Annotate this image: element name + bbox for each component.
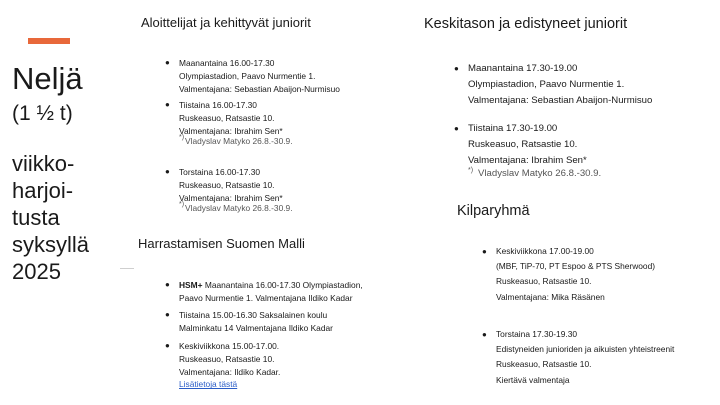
schedule-coach: Valmentajana: Sebastian Abaijon-Nurmisuo (468, 94, 653, 106)
title-word: viikko- (12, 151, 75, 176)
bullet-icon: ● (454, 124, 459, 133)
schedule-day: Tiistaina 17.30-19.00 (468, 123, 558, 134)
title-word: tusta (12, 205, 60, 230)
schedule-day: Torstaina 16.00-17.30 (179, 167, 261, 177)
schedule-coach: Valmentajana: Sebastian Abaijon-Nurmisuo (179, 83, 340, 94)
schedule-place: Paavo Nurmentie 1. Valmentajana Ildiko Kadar (179, 292, 353, 303)
schedule-place: Ruskeasuo, Ratsastie 10. (179, 112, 275, 123)
bullet-icon: ● (165, 100, 170, 109)
left-title-panel (12, 62, 132, 285)
schedule-item (482, 327, 675, 388)
schedule-item (165, 279, 363, 305)
duration: (1 ½ t) (12, 102, 73, 125)
bullet-icon: ● (482, 247, 487, 256)
bullet-icon: ● (165, 58, 170, 67)
section-heading-competition: Kilparyhmä (457, 203, 530, 219)
schedule-item (454, 121, 602, 182)
schedule-coach: Valmentajana: Ildiko Kadar. (179, 366, 281, 377)
schedule-day: Torstaina 17.30-19.30 (496, 329, 578, 339)
schedule-coach: Valmentajana: Ibrahim Sen* (468, 154, 587, 166)
schedule-place: Olympiastadion, Paavo Nurmentie 1. (179, 70, 316, 81)
schedule-item (165, 57, 340, 95)
schedule-day: Keskiviikkona 15.00-17.00. (179, 341, 280, 351)
schedule-coach: Valmentajana: Mika Räsänen (496, 291, 605, 302)
schedule-clubs: (MBF, TiP-70, PT Espoo & PTS Sherwood) (496, 261, 656, 272)
more-info-link[interactable]: Lisätietoja tästä (179, 379, 238, 390)
schedule-item (482, 244, 656, 305)
bullet-icon: ● (165, 310, 170, 319)
schedule-item (165, 99, 293, 148)
footnote: *) Vladyslav Matyko 26.8.-30.9. (179, 134, 293, 147)
bullet-icon: ● (454, 64, 459, 73)
schedule-coach: Kiertävä valmentaja (496, 374, 570, 385)
schedule-item (165, 340, 281, 391)
schedule-place: Olympiastadion, Paavo Nurmentie 1. (468, 78, 625, 90)
schedule-place: Ruskeasuo, Ratsastie 10. (496, 276, 592, 287)
accent-bar (28, 38, 70, 44)
bullet-icon: ● (165, 167, 170, 176)
title-word: harjoi- (12, 178, 74, 203)
schedule-day: Tiistaina 16.00-17.30 (179, 100, 257, 110)
schedule-day: Keskiviikkona 17.00-19.00 (496, 246, 594, 256)
schedule-coach: Valmentajana: Ibrahim Sen* (179, 192, 283, 203)
schedule-day: Tiistaina 15.00-16.30 Saksalainen koulu (179, 310, 328, 320)
schedule-coach: Valmentajana: Ibrahim Sen* (179, 125, 283, 136)
schedule-item (165, 166, 293, 215)
section-heading-advanced: Keskitason ja edistyneet juniorit (424, 16, 628, 32)
bullet-icon: ● (165, 280, 170, 289)
schedule-group: Edistyneiden junioriden ja aikuisten yhteistreenit (496, 344, 675, 355)
section-heading-beginners: Aloittelijat ja kehittyvät juniorit (141, 15, 311, 30)
bullet-icon: ● (482, 330, 487, 339)
schedule-place: Ruskeasuo, Ratsastie 10. (179, 353, 275, 364)
schedule-place: Ruskeasuo, Ratsastie 10. (179, 179, 275, 190)
schedule-day: Maanantaina 17.30-19.00 (468, 63, 578, 74)
bullet-icon: ● (165, 341, 170, 350)
title-word: 2025 (12, 259, 61, 284)
schedule-item (165, 309, 333, 335)
schedule-day: HSM+ Maanantaina 16.00-17.30 Olympiastadion, (179, 280, 363, 290)
footnote: *) Vladyslav Matyko 26.8.-30.9. (179, 201, 293, 214)
schedule-place: Ruskeasuo, Ratsastie 10. (496, 359, 592, 370)
divider (120, 268, 134, 269)
section-heading-hsm: Harrastamisen Suomen Malli (138, 236, 305, 251)
schedule-day: Maanantaina 16.00-17.30 (179, 58, 275, 68)
footnote: *) Vladyslav Matyko 26.8.-30.9. (468, 167, 602, 180)
title-word: syksyllä (12, 232, 90, 257)
title-neljä: Neljä (12, 61, 83, 96)
schedule-place: Malminkatu 14 Valmentajana Ildiko Kadar (179, 322, 333, 333)
schedule-item (454, 61, 653, 108)
schedule-place: Ruskeasuo, Ratsastie 10. (468, 138, 578, 150)
